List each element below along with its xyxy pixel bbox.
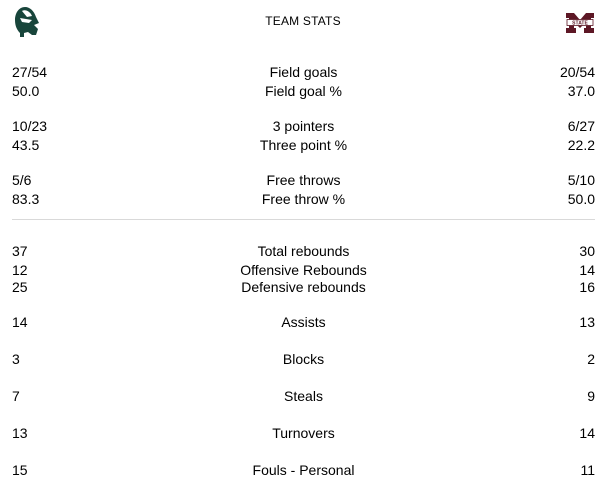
away-value: 6/27 (567, 118, 595, 134)
home-value: 3 (12, 351, 20, 367)
stat-label: Three point % (259, 137, 348, 153)
stat-row-turnovers (12, 424, 595, 442)
away-value: 14 (579, 262, 595, 278)
home-value: 37 (12, 243, 28, 259)
home-value: 25 (12, 279, 28, 295)
stat-row-field-goal-pct (12, 82, 595, 100)
stat-row-offensive-rebounds (12, 261, 595, 279)
stat-label: Blocks (282, 351, 325, 367)
mississippi-state-m-logo-icon (565, 10, 595, 34)
stat-label: Turnovers (272, 425, 335, 441)
stat-row-three-point-pct (12, 136, 595, 154)
home-value: 12 (12, 262, 28, 278)
stat-row-defensive-rebounds (12, 278, 595, 296)
home-value: 27/54 (12, 64, 48, 80)
stat-label: Offensive Rebounds (240, 262, 367, 278)
stat-label: Defensive rebounds (241, 279, 366, 295)
away-value: 2 (587, 351, 595, 367)
away-value: 13 (579, 314, 595, 330)
away-value: 22.2 (567, 137, 595, 153)
away-value: 14 (579, 425, 595, 441)
stat-row-total-rebounds (12, 242, 595, 260)
page-title: TEAM STATS (265, 14, 341, 28)
home-value: 15 (12, 462, 28, 478)
stat-label: Field goals (269, 64, 338, 80)
away-value: 9 (587, 388, 595, 404)
home-value: 50.0 (12, 83, 40, 99)
away-value: 30 (579, 243, 595, 259)
away-value: 16 (579, 279, 595, 295)
home-value: 7 (12, 388, 20, 404)
home-value: 83.3 (12, 191, 40, 207)
home-value: 13 (12, 425, 28, 441)
section-divider (12, 219, 595, 220)
stat-row-steals (12, 387, 595, 405)
away-value: 5/10 (567, 172, 595, 188)
stat-label: 3 pointers (272, 118, 335, 134)
stat-label: Assists (281, 314, 326, 330)
away-value: 37.0 (567, 83, 595, 99)
stat-label: Steals (284, 388, 323, 404)
away-value: 20/54 (559, 64, 595, 80)
home-value: 5/6 (12, 172, 32, 188)
stat-row-3-pointers (12, 117, 595, 135)
stat-row-free-throws (12, 171, 595, 189)
team-stats-header (0, 0, 606, 42)
home-value: 14 (12, 314, 28, 330)
stat-row-blocks (12, 350, 595, 368)
stat-label: Fouls - Personal (252, 462, 355, 478)
stat-row-fouls-personal (12, 461, 595, 479)
svg-text:STATE: STATE (572, 20, 588, 27)
stat-label: Free throw % (261, 191, 346, 207)
stat-label: Field goal % (264, 83, 343, 99)
stat-row-field-goals (12, 63, 595, 81)
home-value: 43.5 (12, 137, 40, 153)
away-value: 11 (580, 462, 595, 478)
stat-row-assists (12, 313, 595, 331)
stat-row-free-throw-pct (12, 190, 595, 208)
home-value: 10/23 (12, 118, 48, 134)
stat-label: Free throws (266, 172, 341, 188)
away-value: 50.0 (567, 191, 595, 207)
stat-label: Total rebounds (257, 243, 350, 259)
